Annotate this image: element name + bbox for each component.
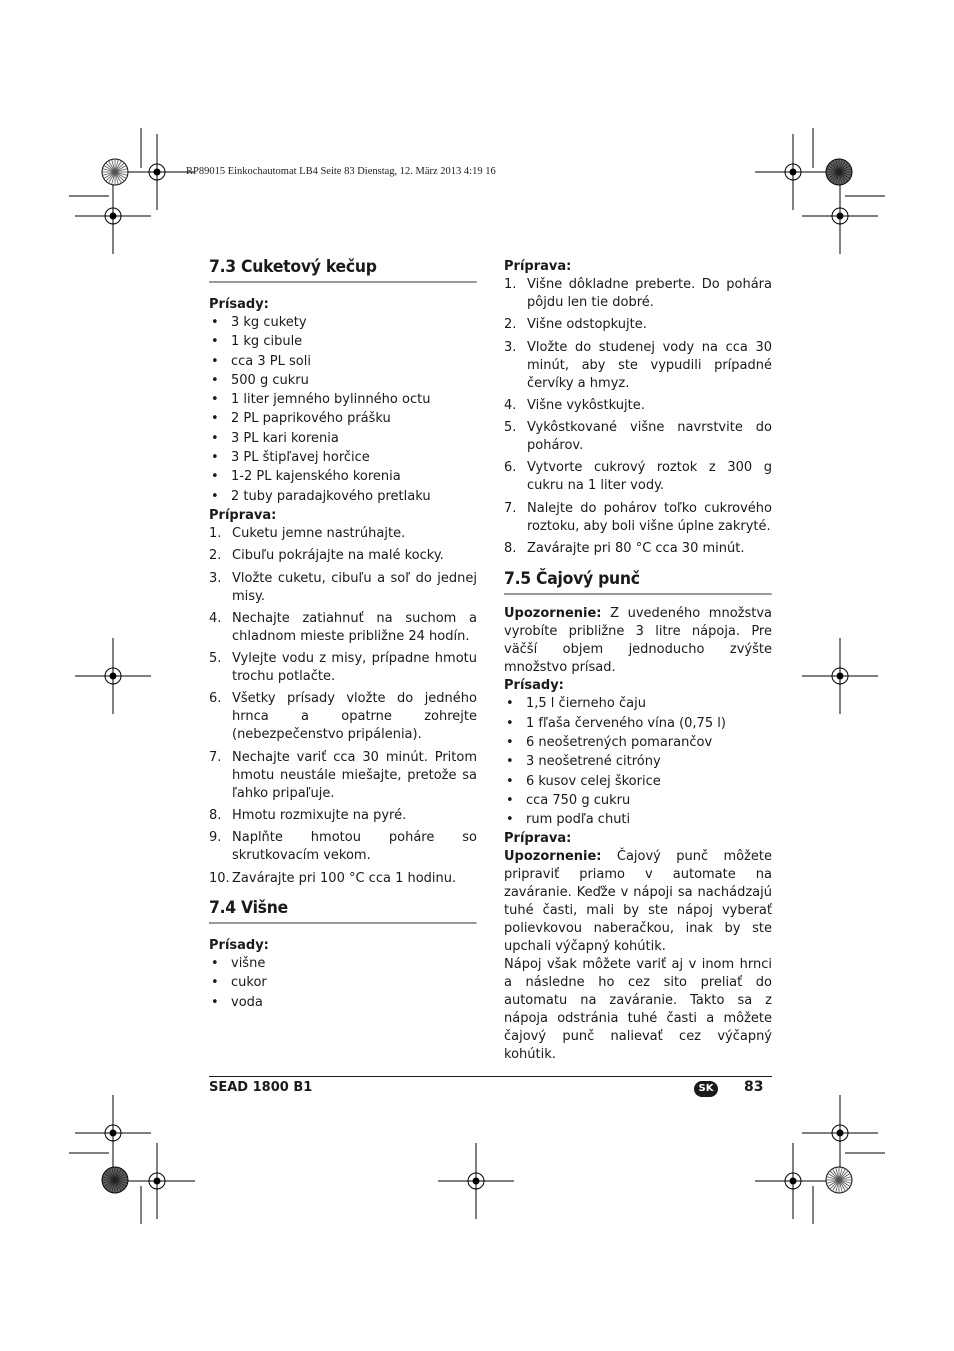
print-header: RP89015 Einkochautomat LB4 Seite 83 Dienstag, 12. März 2013 4:19 16 [186, 166, 496, 177]
step-item [504, 316, 772, 334]
color-wheel-mark [826, 159, 852, 185]
step-number: 7. [209, 749, 222, 765]
list-item: • rum podľa chuti [504, 811, 772, 829]
list-item: • 3 neošetrené citróny [504, 753, 772, 771]
color-wheel-mark [102, 1167, 128, 1193]
step-number: 3. [209, 570, 222, 586]
list-item: • 2 tuby paradajkového pretlaku [209, 488, 477, 506]
list-item: • cca 750 g cukru [504, 792, 772, 810]
step-item [504, 276, 772, 312]
note-text: Z uvedeného množstva vyrobíte približne 3 litre nápoja. Pre väčší objem jednoducho zvýšte množstvo prísad. [504, 606, 772, 676]
step-item [209, 870, 477, 888]
right-column [504, 258, 772, 1064]
step-number: 6. [209, 691, 222, 707]
prep-label: Príprava: [504, 831, 572, 847]
footer-model: SEAD 1800 B1 [209, 1080, 313, 1095]
crosshair-mark [802, 1095, 878, 1171]
note-label: Upozornenie: [504, 606, 602, 622]
step-number: 8. [209, 808, 222, 824]
step-text: Cibuľu pokrájajte na malé kocky. [232, 548, 444, 564]
step-number: 3. [504, 339, 517, 355]
step-text: Nechajte zatiahnuť na suchom a chladnom mieste približne 24 hodín. [232, 610, 477, 644]
prep-note-paragraph [504, 848, 772, 956]
step-number: 2. [209, 548, 222, 564]
step-number: 10. [209, 870, 230, 886]
step-number: 4. [504, 397, 517, 413]
step-text: Hmotu rozmixujte na pyré. [232, 808, 407, 824]
list-item: • cukor [209, 974, 477, 992]
step-text: Nechajte variť cca 30 minút. Pritom hmotu neustále miešajte, pretože sa ľahko pripaľuje. [232, 749, 477, 801]
step-text: Všetky prísady vložte do jedného hrnca a opatrne zohrejte (nebezpečenstvo pripálenia). [232, 691, 477, 743]
footer-rule [209, 1076, 772, 1077]
step-number: 5. [504, 420, 517, 436]
step-text: Vykôstkované višne navrstvite do pohárov. [527, 420, 772, 454]
crosshair-mark [75, 638, 151, 714]
list-item: • 1-2 PL kajenského korenia [209, 468, 477, 486]
step-number: 9. [209, 830, 222, 846]
crosshair-mark [755, 134, 831, 210]
list-item: • 1 kg cibule [209, 333, 477, 351]
list-item: • 1,5 l čierneho čaju [504, 695, 772, 713]
step-item [504, 339, 772, 393]
step-number: 2. [504, 317, 517, 333]
list-item: • 1 liter jemného bylinného octu [209, 391, 477, 409]
prep-note-label: Upozornenie: [504, 849, 602, 865]
left-column [209, 258, 477, 1013]
list-item: • višne [209, 955, 477, 973]
crosshair-mark [119, 1143, 195, 1219]
step-text: Zavárajte pri 100 °C cca 1 hodinu. [232, 870, 457, 886]
step-item [209, 690, 477, 744]
step-item [504, 397, 772, 415]
color-wheel-mark [102, 159, 128, 185]
step-item [209, 525, 477, 543]
step-number: 8. [504, 541, 517, 557]
step-text: Višne dôkladne preberte. Do pohára pôjdu len tie dobré. [527, 277, 772, 310]
step-text: Naplňte hmotou poháre so skrutkovacím vekom. [232, 830, 477, 864]
step-item [209, 610, 477, 646]
language-badge: SK [694, 1081, 718, 1097]
ingredients-label: Prísady: [209, 297, 269, 312]
step-item [504, 540, 772, 558]
steps-list-7-3 [209, 525, 477, 888]
step-item [504, 419, 772, 455]
step-text: Nalejte do pohárov toľko cukrového roztoku, aby boli višne úplne zakryté. [527, 500, 772, 534]
color-wheel-mark [826, 1167, 852, 1193]
list-item: • 2 PL paprikového prášku [209, 410, 477, 428]
crosshair-mark [75, 1095, 151, 1171]
step-text: Višne vykôstkujte. [527, 397, 645, 413]
step-item [209, 749, 477, 803]
step-number: 7. [504, 500, 517, 516]
page-number: 83 [744, 1079, 764, 1095]
step-number: 1. [504, 277, 517, 292]
list-item: • 3 PL štipľavej horčice [209, 449, 477, 467]
ingredients-list-7-4 [209, 955, 477, 1012]
step-text: Zavárajte pri 80 °C cca 30 minút. [527, 541, 745, 557]
prep-note-text: Čajový punč môžete pripraviť priamo v automate na zaváranie. Keďže v nápoji sa nachádzajú tuhé časti, mali by ste nápoj vyberať polievkovou naberačkou, inak by ste upchali výčapný kohútik. [504, 849, 772, 955]
crosshair-mark [755, 1143, 831, 1219]
step-text: Cuketu jemne nastrúhajte. [232, 525, 406, 541]
ingredients-list-7-5 [504, 695, 772, 829]
crosshair-mark [438, 1143, 514, 1219]
list-item: • 3 kg cukety [209, 314, 477, 332]
prep-label: Príprava: [504, 259, 572, 274]
ingredients-label: Prísady: [504, 678, 564, 694]
list-item: • 1 fľaša červeného vína (0,75 l) [504, 715, 772, 733]
list-item: • 6 kusov celej škorice [504, 773, 772, 791]
step-number: 6. [504, 460, 517, 476]
crosshair-mark [802, 638, 878, 714]
list-item: • voda [209, 994, 477, 1012]
prep-paragraph: Nápoj však môžete variť aj v inom hrnci a následne ho cez sito preliať do automatu na zaváranie. Takto sa z nápoja odstránia tuhé časti a môžete čajový punč nalievať cez výčapný kohútik. [504, 957, 772, 1063]
ingredients-list-7-3 [209, 314, 477, 506]
step-item [209, 547, 477, 565]
step-text: Vložte cuketu, cibuľu a soľ do jednej misy. [232, 570, 477, 604]
step-text: Višne odstopkujte. [527, 317, 647, 333]
step-item [209, 650, 477, 686]
step-item [209, 570, 477, 606]
crosshair-mark [75, 178, 151, 254]
step-item [504, 459, 772, 495]
step-item [504, 500, 772, 536]
step-number: 5. [209, 651, 222, 667]
steps-list-7-4 [504, 276, 772, 558]
list-item: • cca 3 PL soli [209, 353, 477, 371]
step-text: Vložte do studenej vody na cca 30 minút, aby ste vypudili prípadné červíky a hmyz. [527, 339, 772, 391]
list-item: • 3 PL kari korenia [209, 430, 477, 448]
step-item [209, 807, 477, 825]
crosshair-mark [802, 178, 878, 254]
step-item [209, 829, 477, 865]
section-title-7-4: 7.4 Višne [209, 899, 477, 924]
crosshair-mark [119, 134, 195, 210]
section-title-7-5: 7.5 Čajový punč [504, 570, 772, 595]
prep-label: Príprava: [209, 507, 277, 523]
step-text: Vytvorte cukrový roztok z 300 g cukru na 1 liter vody. [527, 460, 772, 494]
list-item: • 500 g cukru [209, 372, 477, 390]
step-number: 1. [209, 525, 222, 541]
list-item: • 6 neošetrených pomarančov [504, 734, 772, 752]
step-text: Vylejte vodu z misy, prípadne hmotu trochu potlačte. [232, 651, 477, 685]
section-title-7-3: 7.3 Cuketový kečup [209, 258, 477, 283]
note-paragraph [504, 605, 772, 677]
step-number: 4. [209, 610, 222, 626]
ingredients-label: Prísady: [209, 937, 269, 953]
